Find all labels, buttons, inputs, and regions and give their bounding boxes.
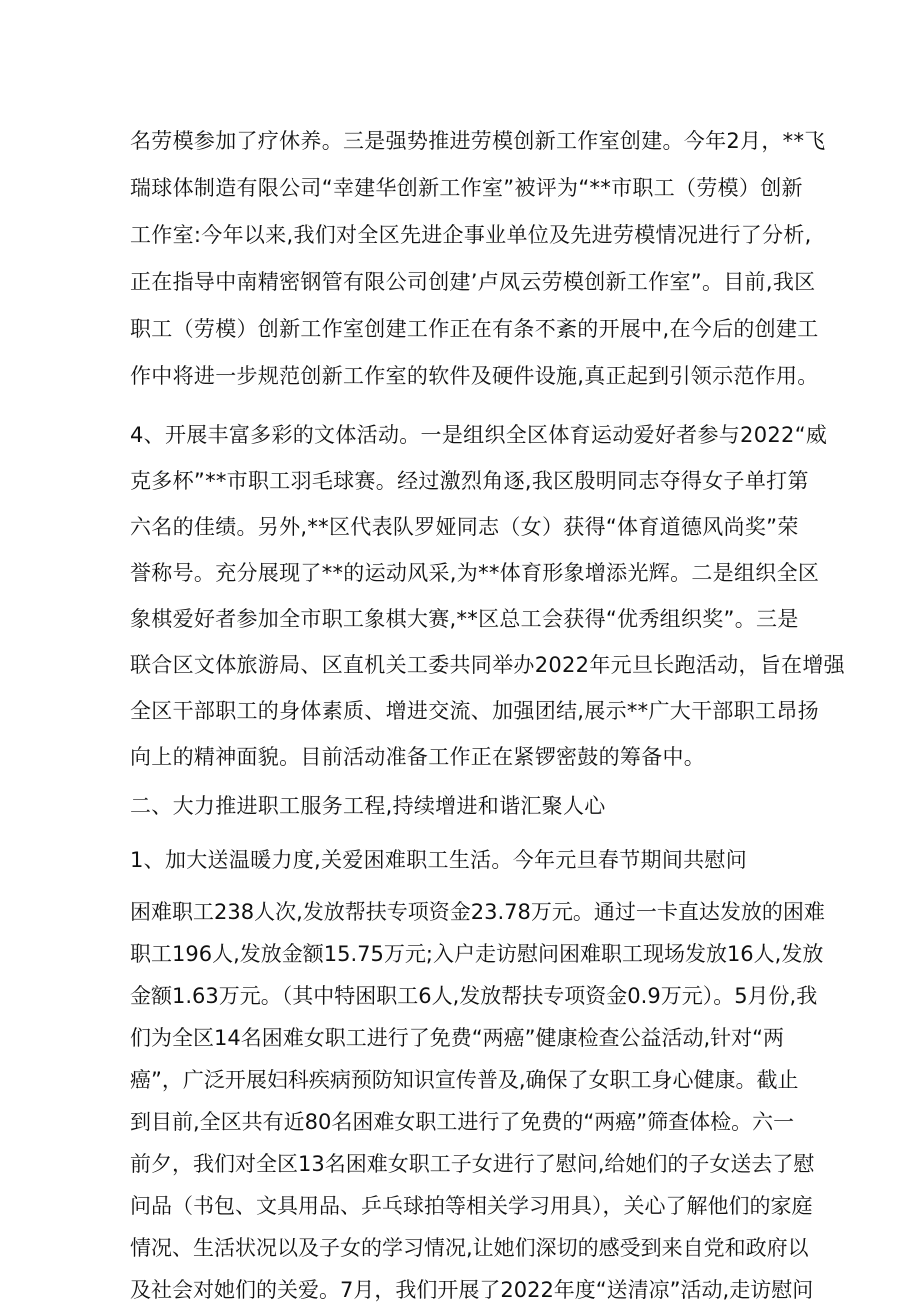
- text-line: 及社会对她们的关爱。7月，我们开展了2022年度“送清凉”活动,走访慰问: [130, 1278, 814, 1302]
- section-heading-text: 二、大力推进职工服务工程,持续增进和谐汇聚人心: [130, 794, 606, 818]
- text-line: 克多杯”**市职工羽毛球赛。经过激烈角逐,我区殷明同志夺得女子单打第: [130, 469, 809, 493]
- text-line: 情况、生活状况以及子女的学习情况,让她们深切的感受到来自党和政府以: [130, 1236, 809, 1260]
- text-line: 4、开展丰富多彩的文体活动。一是组织全区体育运动爱好者参与2022“威: [130, 423, 828, 447]
- section-heading: [130, 784, 810, 828]
- text-line: 癌”，广泛开展妇科疾病预防知识宣传普及,确保了女职工身心健康。截止: [130, 1068, 799, 1092]
- text-line: 名劳模参加了疗休养。三是强势推进劳模创新工作室创建。今年2月，**飞: [130, 129, 826, 153]
- text-line: 向上的精神面貌。目前活动准备工作正在紧锣密鼓的筹备中。: [130, 745, 706, 769]
- text-line: 到目前,全区共有近80名困难女职工进行了免费的“两癌”筛查体检。六一: [130, 1110, 795, 1134]
- text-line: 们为全区14名困难女职工进行了免费“两癌”健康检查公益活动,针对“两: [130, 1026, 785, 1050]
- text-line: 正在指导中南精密钢管有限公司创建’卢凤云劳模创新工作室”。目前,我区: [130, 270, 816, 294]
- paragraph-warmth-delivery-intro: [130, 838, 810, 882]
- text-line: 问品（书包、文具用品、乒乓球拍等相关学习用具），关心了解他们的家庭: [130, 1194, 813, 1218]
- paragraph-labor-model-studio: [130, 118, 826, 400]
- paragraph-cultural-sports-activities: [130, 412, 845, 780]
- text-line: 困难职工238人次,发放帮扶专项资金23.78万元。通过一卡直达发放的困难: [130, 900, 825, 924]
- text-line: 前夕，我们对全区13名困难女职工子女进行了慰问,给她们的子女送去了慰: [130, 1152, 815, 1176]
- text-line: 瑞球体制造有限公司“幸建华创新工作室”被评为“**市职工（劳模）创新: [130, 176, 803, 200]
- text-line: 全区干部职工的身体素质、增进交流、加强团结,展示**广大干部职工昂扬: [130, 699, 819, 723]
- text-line: 作中将进一步规范创新工作室的软件及硬件设施,真正起到引领示范作用。: [130, 364, 819, 388]
- paragraph-warmth-delivery-details: [130, 891, 825, 1311]
- text-line: 职工196人,发放金额15.75万元;入户走访慰问困难职工现场发放16人,发放: [130, 942, 824, 966]
- text-line: 工作室:今年以来,我们对全区先进企事业单位及先进劳模情况进行了分析,: [130, 223, 812, 247]
- text-line: 1、加大送温暖力度,关爱困难职工生活。今年元旦春节期间共慰问: [130, 848, 748, 872]
- text-line: 职工（劳模）创新工作室创建工作正在有条不紊的开展中,在今后的创建工: [130, 317, 819, 341]
- text-line: 联合区文体旅游局、区直机关工委共同举办2022年元旦长跑活动，旨在增强: [130, 653, 845, 677]
- text-line: 象棋爱好者参加全市职工象棋大赛,**区总工会获得“优秀组织奖”。三是: [130, 607, 799, 631]
- text-line: 六名的佳绩。另外,**区代表队罗娅同志（女）获得“体育道德风尚奖”荣: [130, 515, 799, 539]
- text-line: 誉称号。充分展现了**的运动风采,为**体育形象增添光辉。二是组织全区: [130, 561, 820, 585]
- text-line: 金额1.63万元。（其中特困职工6人,发放帮扶专项资金0.9万元）。5月份,我: [130, 984, 818, 1008]
